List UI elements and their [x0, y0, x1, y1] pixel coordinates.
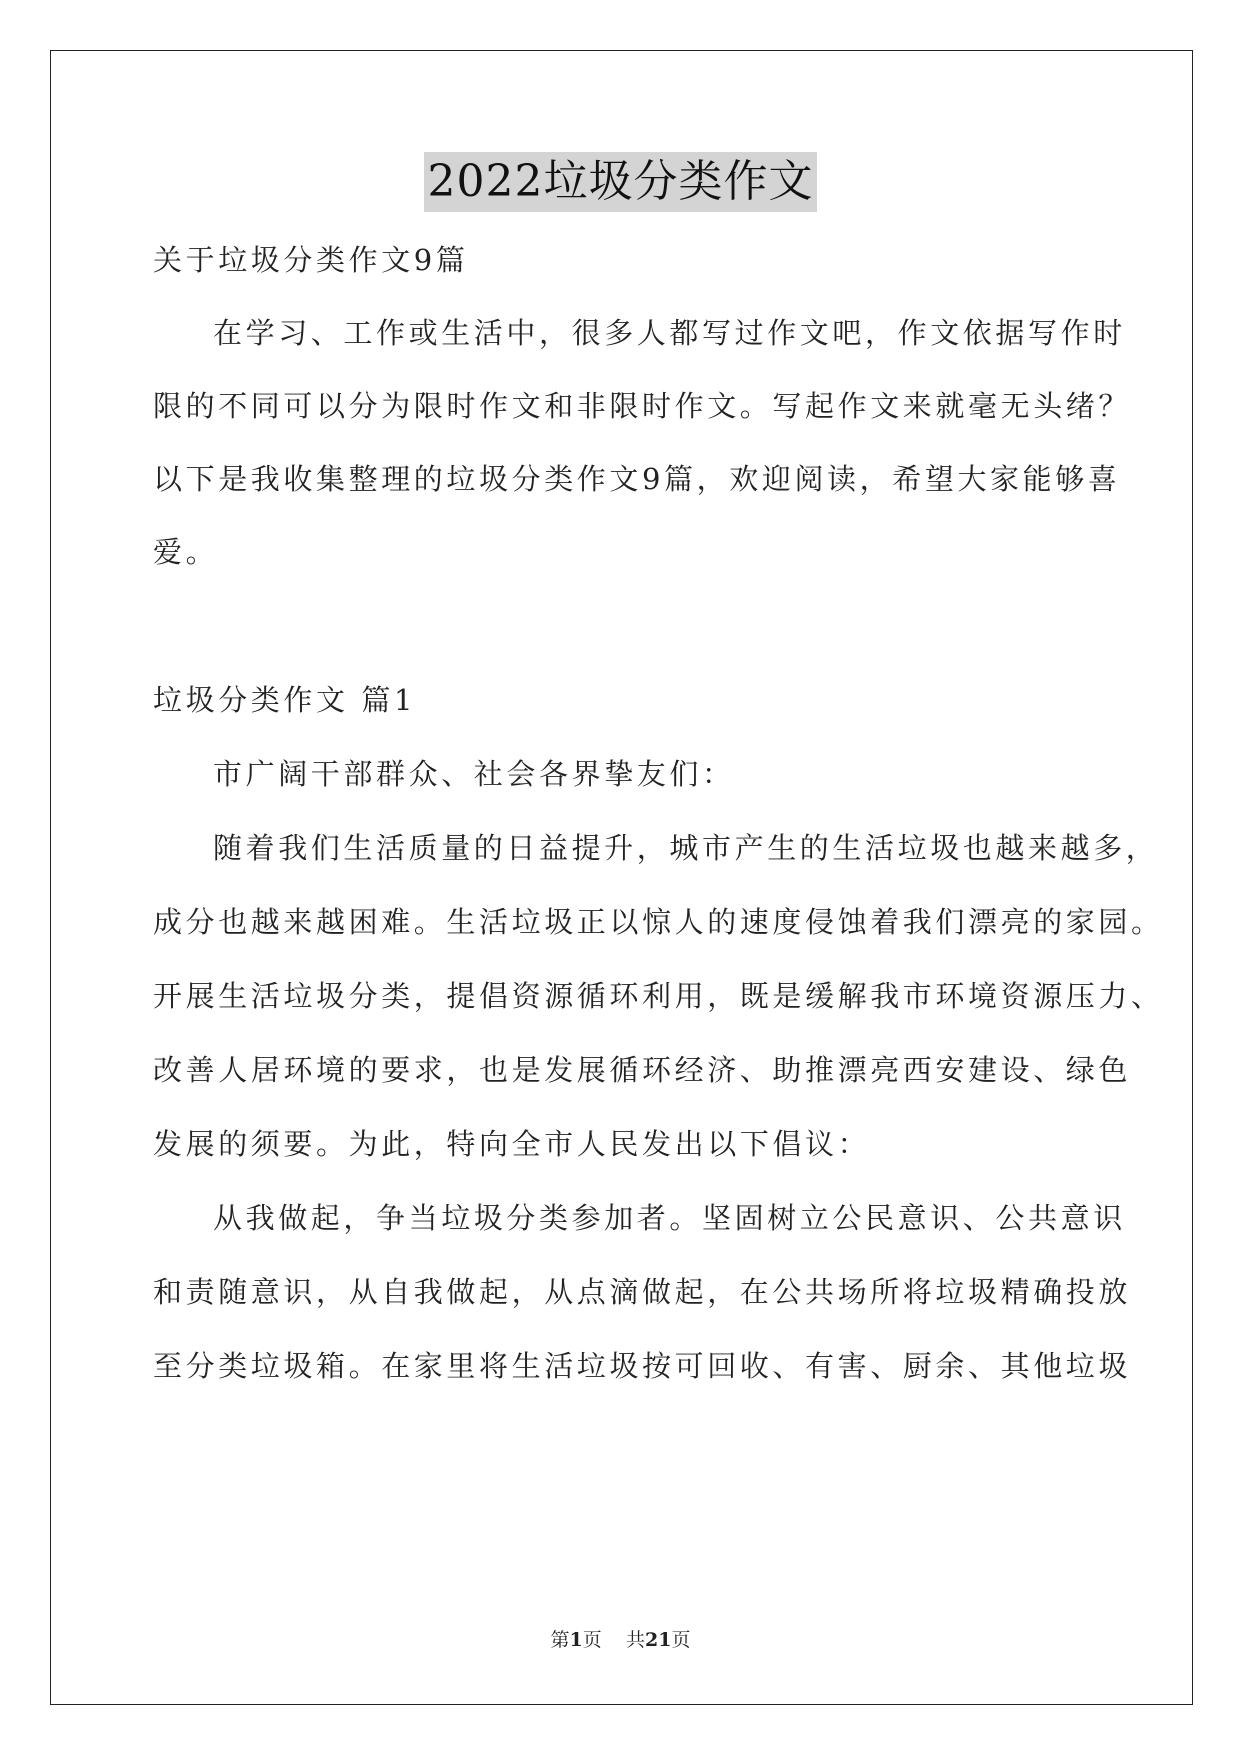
document-title: 2022垃圾分类作文	[424, 152, 818, 212]
para1-line-4: 改善人居环境的要求，也是发展循环经济、助推漂亮西安建设、绿色	[153, 1053, 1132, 1087]
para1-line-3: 开展生活垃圾分类，提倡资源循环利用，既是缓解我市环境资源压力、	[153, 979, 1164, 1013]
para1-line-2: 成分也越来越困难。生活垃圾正以惊人的速度侵蚀着我们漂亮的家园。	[153, 905, 1164, 939]
para2-line-3: 至分类垃圾箱。在家里将生活垃圾按可回收、有害、厨余、其他垃圾	[153, 1349, 1132, 1383]
greeting: 市广阔干部群众、社会各界挚友们：	[213, 757, 735, 791]
para1-line-1: 随着我们生活质量的日益提升，城市产生的生活垃圾也越来越多，	[213, 831, 1159, 865]
para2-line-1: 从我做起，争当垃圾分类参加者。坚固树立公民意识、公共意识	[213, 1201, 1126, 1235]
page-number: 1	[569, 1629, 583, 1651]
page-footer	[0, 1625, 1241, 1652]
page-suffix: 页	[582, 1629, 602, 1651]
intro-line-3: 以下是我收集整理的垃圾分类作文9篇，欢迎阅读，希望大家能够喜	[153, 462, 1121, 496]
para2-line-2: 和责随意识，从自我做起，从点滴做起，在公共场所将垃圾精确投放	[153, 1275, 1132, 1309]
total-prefix: 共	[625, 1629, 645, 1651]
intro-line-4: 爱。	[153, 535, 219, 569]
title-wrap	[0, 152, 1241, 212]
total-suffix: 页	[671, 1629, 691, 1651]
section-heading: 垃圾分类作文 篇1	[153, 683, 417, 717]
intro-line-2: 限的不同可以分为限时作文和非限时作文。写起作文来就毫无头绪？	[153, 389, 1132, 423]
subtitle: 关于垃圾分类作文9篇	[153, 243, 469, 277]
page-prefix: 第	[550, 1629, 570, 1651]
page-border	[50, 50, 1193, 1705]
total-pages: 21	[644, 1629, 672, 1651]
para1-line-5: 发展的须要。为此，特向全市人民发出以下倡议：	[153, 1127, 871, 1161]
intro-line-1: 在学习、工作或生活中，很多人都写过作文吧，作文依据写作时	[213, 316, 1126, 350]
